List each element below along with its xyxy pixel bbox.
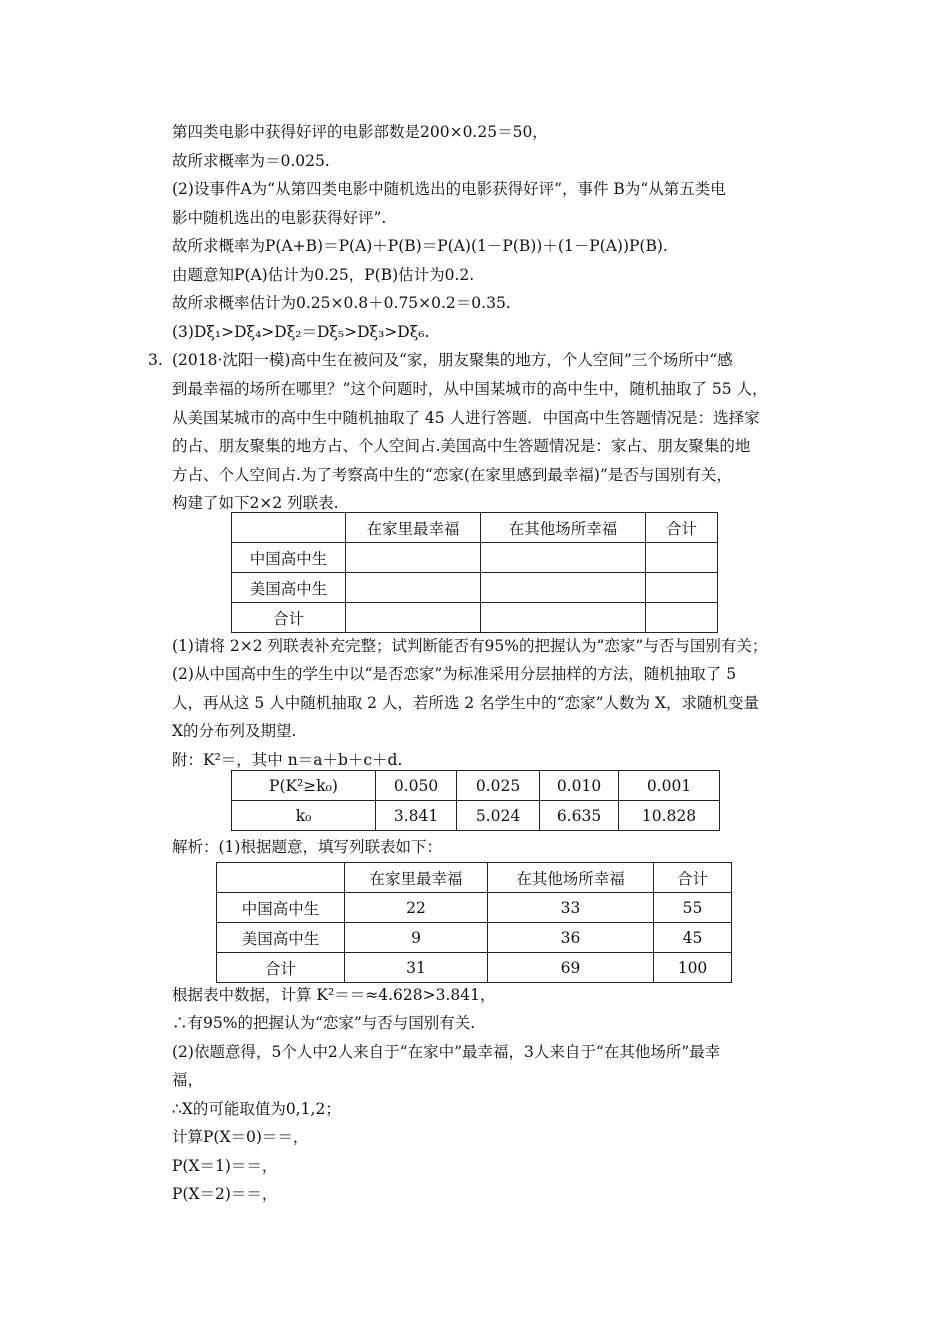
table-cell: 6.635 <box>540 801 619 831</box>
table-cell: 中国高中生 <box>232 543 346 573</box>
table-cell <box>346 573 481 603</box>
text-line: 计算P(X＝0)＝＝， <box>172 1128 309 1146</box>
text-line: 故所求概率为P(A+B)＝P(A)＋P(B)＝P(A)(1－P(B))＋(1－P(A))P(B). <box>172 237 668 255</box>
table-cell: 31 <box>345 953 488 983</box>
table-cell <box>346 543 481 573</box>
table-cell: 在家里最幸福 <box>345 863 488 893</box>
question-line: (2018·沈阳一模)高中生在被问及“家，朋友聚集的地方，个人空间”三个场所中“感 <box>172 351 733 369</box>
table-cell: P(K²≥k₀) <box>232 771 376 801</box>
question-line: 的占、朋友聚集的地方占、个人空间占.美国高中生答题情况是：家占、朋友聚集的地 <box>172 437 751 455</box>
text-line: 由题意知P(A)估计为0.25，P(B)估计为0.2. <box>172 266 475 284</box>
text-line: (2)设事件A为“从第四类电影中随机选出的电影获得好评”，事件 B为“从第五类电 <box>172 180 726 198</box>
contingency-table-filled <box>216 862 732 983</box>
table-cell: 0.025 <box>457 771 540 801</box>
text-line: 根据表中数据，计算 K²＝＝≈4.628>3.841， <box>172 986 496 1004</box>
table-row <box>217 893 732 923</box>
text-line: P(X＝1)＝＝， <box>172 1157 278 1175</box>
table-cell <box>346 603 481 633</box>
table-cell: 10.828 <box>619 801 720 831</box>
question-line: 到最幸福的场所在哪里？”这个问题时，从中国某城市的高中生中，随机抽取了 55 人， <box>172 380 768 398</box>
table-cell <box>481 603 646 633</box>
text-line: 影中随机选出的电影获得好评”. <box>172 209 387 227</box>
table-cell: 69 <box>488 953 654 983</box>
table-cell: k₀ <box>232 801 376 831</box>
table-cell: 在其他场所幸福 <box>488 863 654 893</box>
table-row <box>232 603 718 633</box>
question-line: 从美国某城市的高中生中随机抽取了 45 人进行答题．中国高中生答题情况是：选择家 <box>172 409 760 427</box>
table-cell: 55 <box>654 893 732 923</box>
table-cell: 合计 <box>654 863 732 893</box>
text-line: 福， <box>172 1071 204 1089</box>
table-cell <box>646 573 718 603</box>
table-cell <box>481 543 646 573</box>
table-cell: 5.024 <box>457 801 540 831</box>
text-line: (2)依题意得，5个人中2人来自于“在家中”最幸福，3人来自于“在其他场所”最幸 <box>172 1043 721 1061</box>
table-cell: 0.050 <box>376 771 457 801</box>
table-cell: 22 <box>345 893 488 923</box>
table-cell: 3.841 <box>376 801 457 831</box>
table-cell <box>646 543 718 573</box>
text-line: P(X＝2)＝＝， <box>172 1185 278 1203</box>
text-line: 故所求概率估计为0.25×0.8＋0.75×0.2＝0.35. <box>172 294 511 312</box>
table-cell: 中国高中生 <box>217 893 345 923</box>
table-cell <box>481 573 646 603</box>
table-row <box>232 801 720 831</box>
table-row <box>217 923 732 953</box>
table-cell <box>217 863 345 893</box>
table-cell: 36 <box>488 923 654 953</box>
table-row <box>217 953 732 983</box>
table-cell: 33 <box>488 893 654 923</box>
table-cell: 100 <box>654 953 732 983</box>
table-row <box>232 543 718 573</box>
question-line: 方占、个人空间占.为了考察高中生的“恋家(在家里感到最幸福)”是否与国别有关， <box>172 466 732 484</box>
text-line: 第四类电影中获得好评的电影部数是200×0.25＝50， <box>172 123 548 141</box>
table-cell: 合计 <box>646 513 718 543</box>
text-line: 故所求概率为＝0.025. <box>172 152 330 170</box>
contingency-table-empty <box>231 512 718 633</box>
table-cell: 0.001 <box>619 771 720 801</box>
table-cell: 9 <box>345 923 488 953</box>
question-number: 3. <box>148 351 163 369</box>
table-row <box>232 771 720 801</box>
table-cell: 合计 <box>232 603 346 633</box>
text-line: 人，再从这 5 人中随机抽取 2 人，若所选 2 名学生中的“恋家”人数为 X，求随机变量 <box>172 694 759 712</box>
table-row <box>232 573 718 603</box>
text-line: (3)Dξ₁>Dξ₄>Dξ₂＝Dξ₅>Dξ₃>Dξ₆. <box>172 323 430 341</box>
critical-value-table <box>231 770 720 831</box>
text-line: (1)请将 2×2 列联表补充完整；试判断能否有95%的把握认为“恋家”与否与国别有关； <box>172 637 768 655</box>
table-cell: 美国高中生 <box>217 923 345 953</box>
analysis-intro: 解析：(1)根据题意，填写列联表如下： <box>172 838 442 856</box>
table-cell <box>232 513 346 543</box>
table-cell: 在家里最幸福 <box>346 513 481 543</box>
table-cell <box>646 603 718 633</box>
question-line: 构建了如下2×2 列联表. <box>172 494 339 512</box>
table-cell: 美国高中生 <box>232 573 346 603</box>
text-line: ∴X的可能取值为0,1,2； <box>172 1100 341 1118</box>
table-cell: 合计 <box>217 953 345 983</box>
table-cell: 0.010 <box>540 771 619 801</box>
text-line: 附：K²＝，其中 n＝a＋b＋c＋d. <box>172 751 403 769</box>
text-line: (2)从中国高中生的学生中以“是否恋家”为标准采用分层抽样的方法，随机抽取了 5 <box>172 665 737 683</box>
table-row <box>232 513 718 543</box>
text-line: ∴有95%的把握认为“恋家”与否与国别有关. <box>172 1014 476 1032</box>
table-cell: 在其他场所幸福 <box>481 513 646 543</box>
text-line: X的分布列及期望. <box>172 722 297 740</box>
table-cell: 45 <box>654 923 732 953</box>
table-row <box>217 863 732 893</box>
